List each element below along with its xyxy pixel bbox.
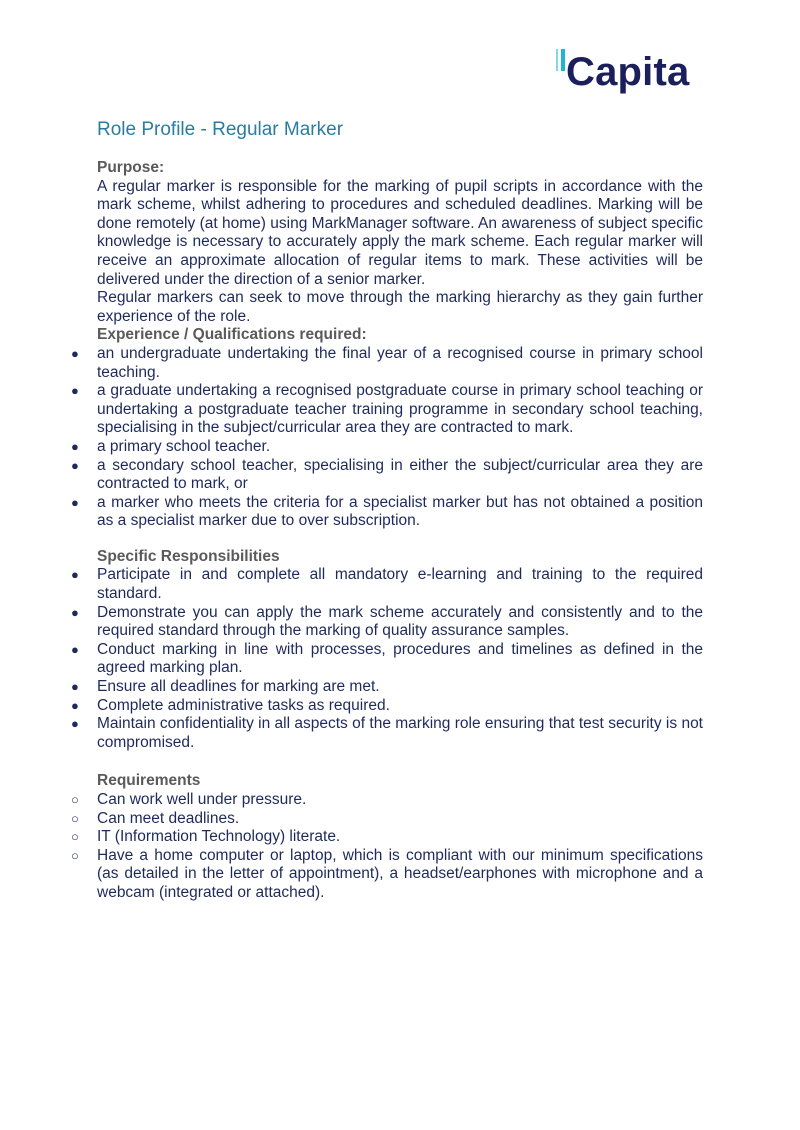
list-item: ○ Can meet deadlines. [71,809,240,827]
circle-bullet-icon: ○ [71,810,79,826]
list-item: ○ IT (Information Technology) literate. [71,828,341,846]
document-content [71,118,703,903]
bullet-icon: ● [71,438,79,454]
bullet-icon: ● [71,641,79,657]
list-item: ● a marker who meets the criteria for a specialist marker but has not obtained a position as a specialist marker due to over subscription. [71,493,703,530]
circle-bullet-icon: ○ [71,829,79,845]
requirements-heading: Requirements [97,772,201,790]
bullet-icon: ● [71,567,79,583]
bullet-icon: ● [71,457,79,473]
page-title: Role Profile - Regular Marker [97,119,344,140]
logo-text: Capita [566,50,690,94]
list-item: ● a primary school teacher. [71,437,271,455]
responsibilities-heading: Specific Responsibilities [97,547,280,565]
list-item: ○ Can work well under pressure. [71,791,307,808]
circle-bullet-icon: ○ [71,847,79,863]
bullet-icon: ● [71,716,79,732]
bullet-icon: ● [71,679,79,695]
purpose-paragraph-1: A regular marker is responsible for the marking of pupil scripts in accordance with the mark scheme, whilst adhering to procedures and scheduled deadlines. Marking will be done remotely (at home) using MarkManager software. An awareness of subject specific knowledge is necessary to accurately apply the mark scheme. Each regular marker will receive an approximate allocation of regular items to mark. These activities will be delivered under the direction of a senior marker. [97,177,703,288]
responsibilities-list [71,566,703,752]
list-item: ● Maintain confidentiality in all aspects of the marking role ensuring that test security is not compromised. [71,715,703,751]
list-item: ● a secondary school teacher, specialising in either the subject/curricular area they are contracted to mark, or [71,456,703,493]
requirements-list [71,791,703,903]
list-item: ● an undergraduate undertaking the final year of a recognised course in primary school teaching. [71,344,703,381]
experience-list [71,344,703,531]
list-item: ● Participate in and complete all mandatory e-learning and training to the required standard. [71,566,703,603]
logo-bars-icon [556,49,566,71]
purpose-heading: Purpose: [97,159,165,176]
bullet-icon: ● [71,697,79,713]
capita-logo [556,46,706,100]
list-item: ● Demonstrate you can apply the mark scheme accurately and consistently and to the required standard through the marking of quality assurance samples. [71,603,703,640]
purpose-paragraph-2: Regular markers can seek to move through the marking hierarchy as they gain further experience of the role. [97,289,703,325]
list-item: ● Ensure all deadlines for marking are met. [71,678,380,696]
bullet-icon: ● [71,345,79,361]
bullet-icon: ● [71,383,79,399]
list-item: ● Conduct marking in line with processes, procedures and timelines as defined in the agreed marking plan. [71,640,703,677]
list-item: ● Complete administrative tasks as required. [71,696,390,714]
bullet-icon: ● [71,604,79,620]
list-item: ● a graduate undertaking a recognised postgraduate course in primary school teaching or undertaking a postgraduate teacher training programme in secondary school teaching, specialising in the subject/curricular area they are contracted to mark. [71,382,703,437]
circle-bullet-icon: ○ [71,792,79,807]
bullet-icon: ● [71,494,79,510]
experience-heading: Experience / Qualifications required: [97,326,367,344]
list-item: ○ Have a home computer or laptop, which is compliant with our minimum specifications (as detailed in the letter of appointment), a headset/earphones with microphone and a webcam (integrated or attached). [71,846,703,901]
